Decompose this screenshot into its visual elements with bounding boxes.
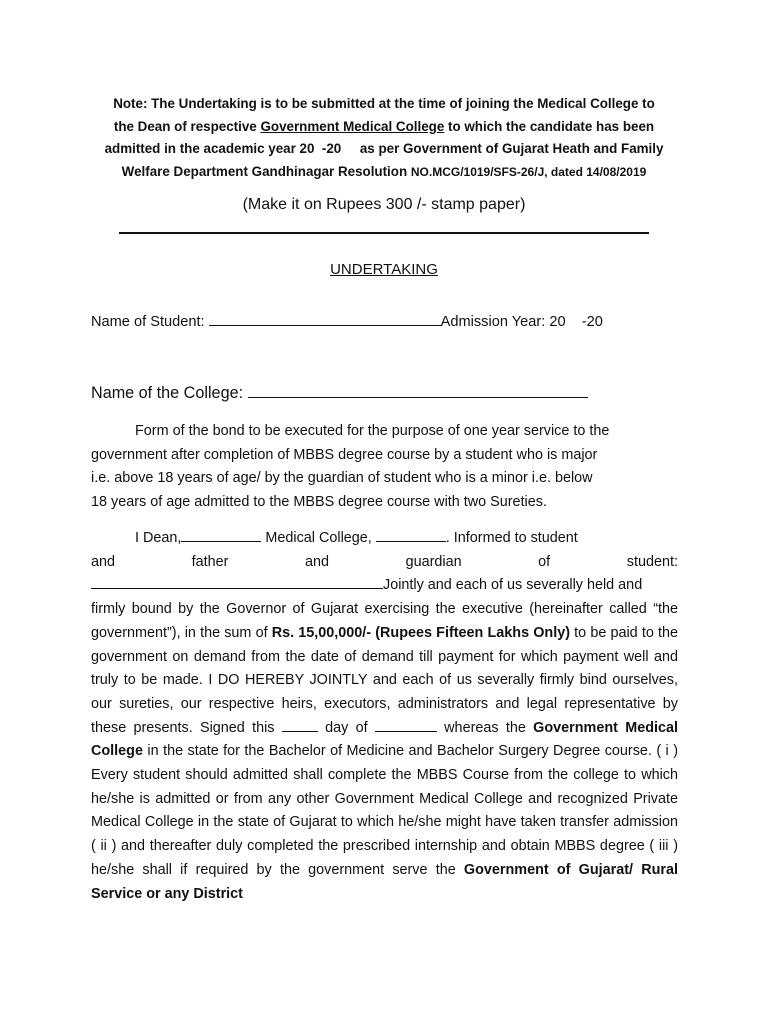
paragraph-1-line-1 (91, 420, 678, 444)
government-of-gujarat-bold: Government of Gujarat/ Rural Service or any District (91, 861, 678, 902)
paragraph-undertaking-body (91, 527, 678, 906)
document-title: UNDERTAKING (330, 261, 438, 278)
paragraph-1-line-3: i.e. above 18 years of age/ by the guardian of student who is a minor i.e. below (91, 470, 593, 487)
student-name-label: Name of Student: (91, 314, 209, 330)
signed-day-blank (282, 730, 318, 732)
paragraph-2-body (91, 598, 678, 906)
word-student: student: (626, 553, 678, 570)
note-line-2-pre: the Dean of respective (113, 118, 261, 134)
college-name-line (91, 384, 588, 403)
note-line-3: admitted in the academic year 20 -20 as per Government of Gujarat Heath and Family (104, 141, 664, 156)
body-text-1: firmly bound by the Governor of Gujarat exercising the executive (hereinafter called “the government”), in the sum of (91, 601, 678, 641)
note-line-4 (80, 161, 688, 184)
paragraph-1-line-4: 18 years of age admitted to the MBBS degree course with two Sureties. (91, 494, 547, 511)
jointly-text: Jointly and each of us severally held and (383, 577, 643, 594)
body-text-3: in the state for the Bachelor of Medicine and Bachelor Surgery Degree course. ( i ) Every student should admitted shall complete the MBBS Course from the college to which he/she is admitted or from any other Government Medical College and recognized Private Medical College in the state of Gujarat to which he/she might have taken transfer admission ( ii ) and thereafter duly completed the prescribed internship and obtain MBBS degree ( iii ) he/she shall if required by the government serve the (91, 743, 678, 878)
government-medical-college-bold: Government Medical College (91, 719, 678, 760)
word-of: of (538, 553, 551, 570)
college-name-label: Name of the College: (91, 384, 248, 402)
government-medical-college-underlined: Government Medical College (260, 118, 445, 134)
signed-month-blank (375, 730, 437, 732)
note-block (80, 93, 688, 183)
note-line-2 (80, 116, 688, 139)
resolution-number: NO.MCG/1019/SFS-26/J, dated 14/08/2019 (410, 164, 647, 179)
informed-text: . Informed to student (445, 530, 578, 546)
college-name-blank (248, 396, 588, 398)
note-line-2-post: to which the candidate has been (444, 118, 655, 134)
medical-college-text: Medical College, (261, 530, 376, 546)
student-name-blank (209, 324, 441, 326)
dean-line (91, 527, 678, 551)
dean-college-blank (181, 540, 261, 542)
student-admission-line (91, 314, 603, 330)
place-blank (376, 540, 446, 542)
paragraph-1-line-1-text: Form of the bond to be executed for the purpose of one year service to the (135, 423, 610, 439)
admission-year-label: Admission Year: 20 -20 (440, 314, 603, 330)
note-line-4-pre: Welfare Department Gandhinagar Resolution (121, 163, 411, 179)
word-guardian: guardian (405, 553, 462, 570)
word-father: father (191, 553, 229, 570)
word-and: and (91, 553, 116, 570)
whereas-text: whereas the (436, 719, 534, 736)
bond-amount: Rs. 15,00,000/- (Rupees Fifteen Lakhs Only) (271, 624, 571, 641)
student-guardian-blank (91, 587, 383, 589)
day-of-text: day of (317, 719, 375, 736)
jointly-line (91, 574, 678, 598)
paragraph-bond-form (91, 420, 678, 515)
note-line-1: Note: The Undertaking is to be submitted at the time of joining the Medical College to (113, 96, 655, 111)
paragraph-1-line-2: government after completion of MBBS degree course by a student who is major (91, 446, 598, 463)
body-text-2: to be paid to the government on demand from the date of demand till payment for which payment well and truly to be made. I DO HEREBY JOINTLY and each of us severally firmly bind ourselves, our sureties, our respective heirs, executors, administrators and legal representative by these presents. Signed this (91, 624, 678, 736)
dean-prefix: I Dean, (135, 530, 182, 546)
horizontal-rule (119, 232, 649, 234)
stamp-paper-instruction: (Make it on Rupees 300 /- stamp paper) (242, 196, 526, 213)
word-and-2: and (304, 553, 329, 570)
and-father-guardian-line (91, 551, 678, 575)
